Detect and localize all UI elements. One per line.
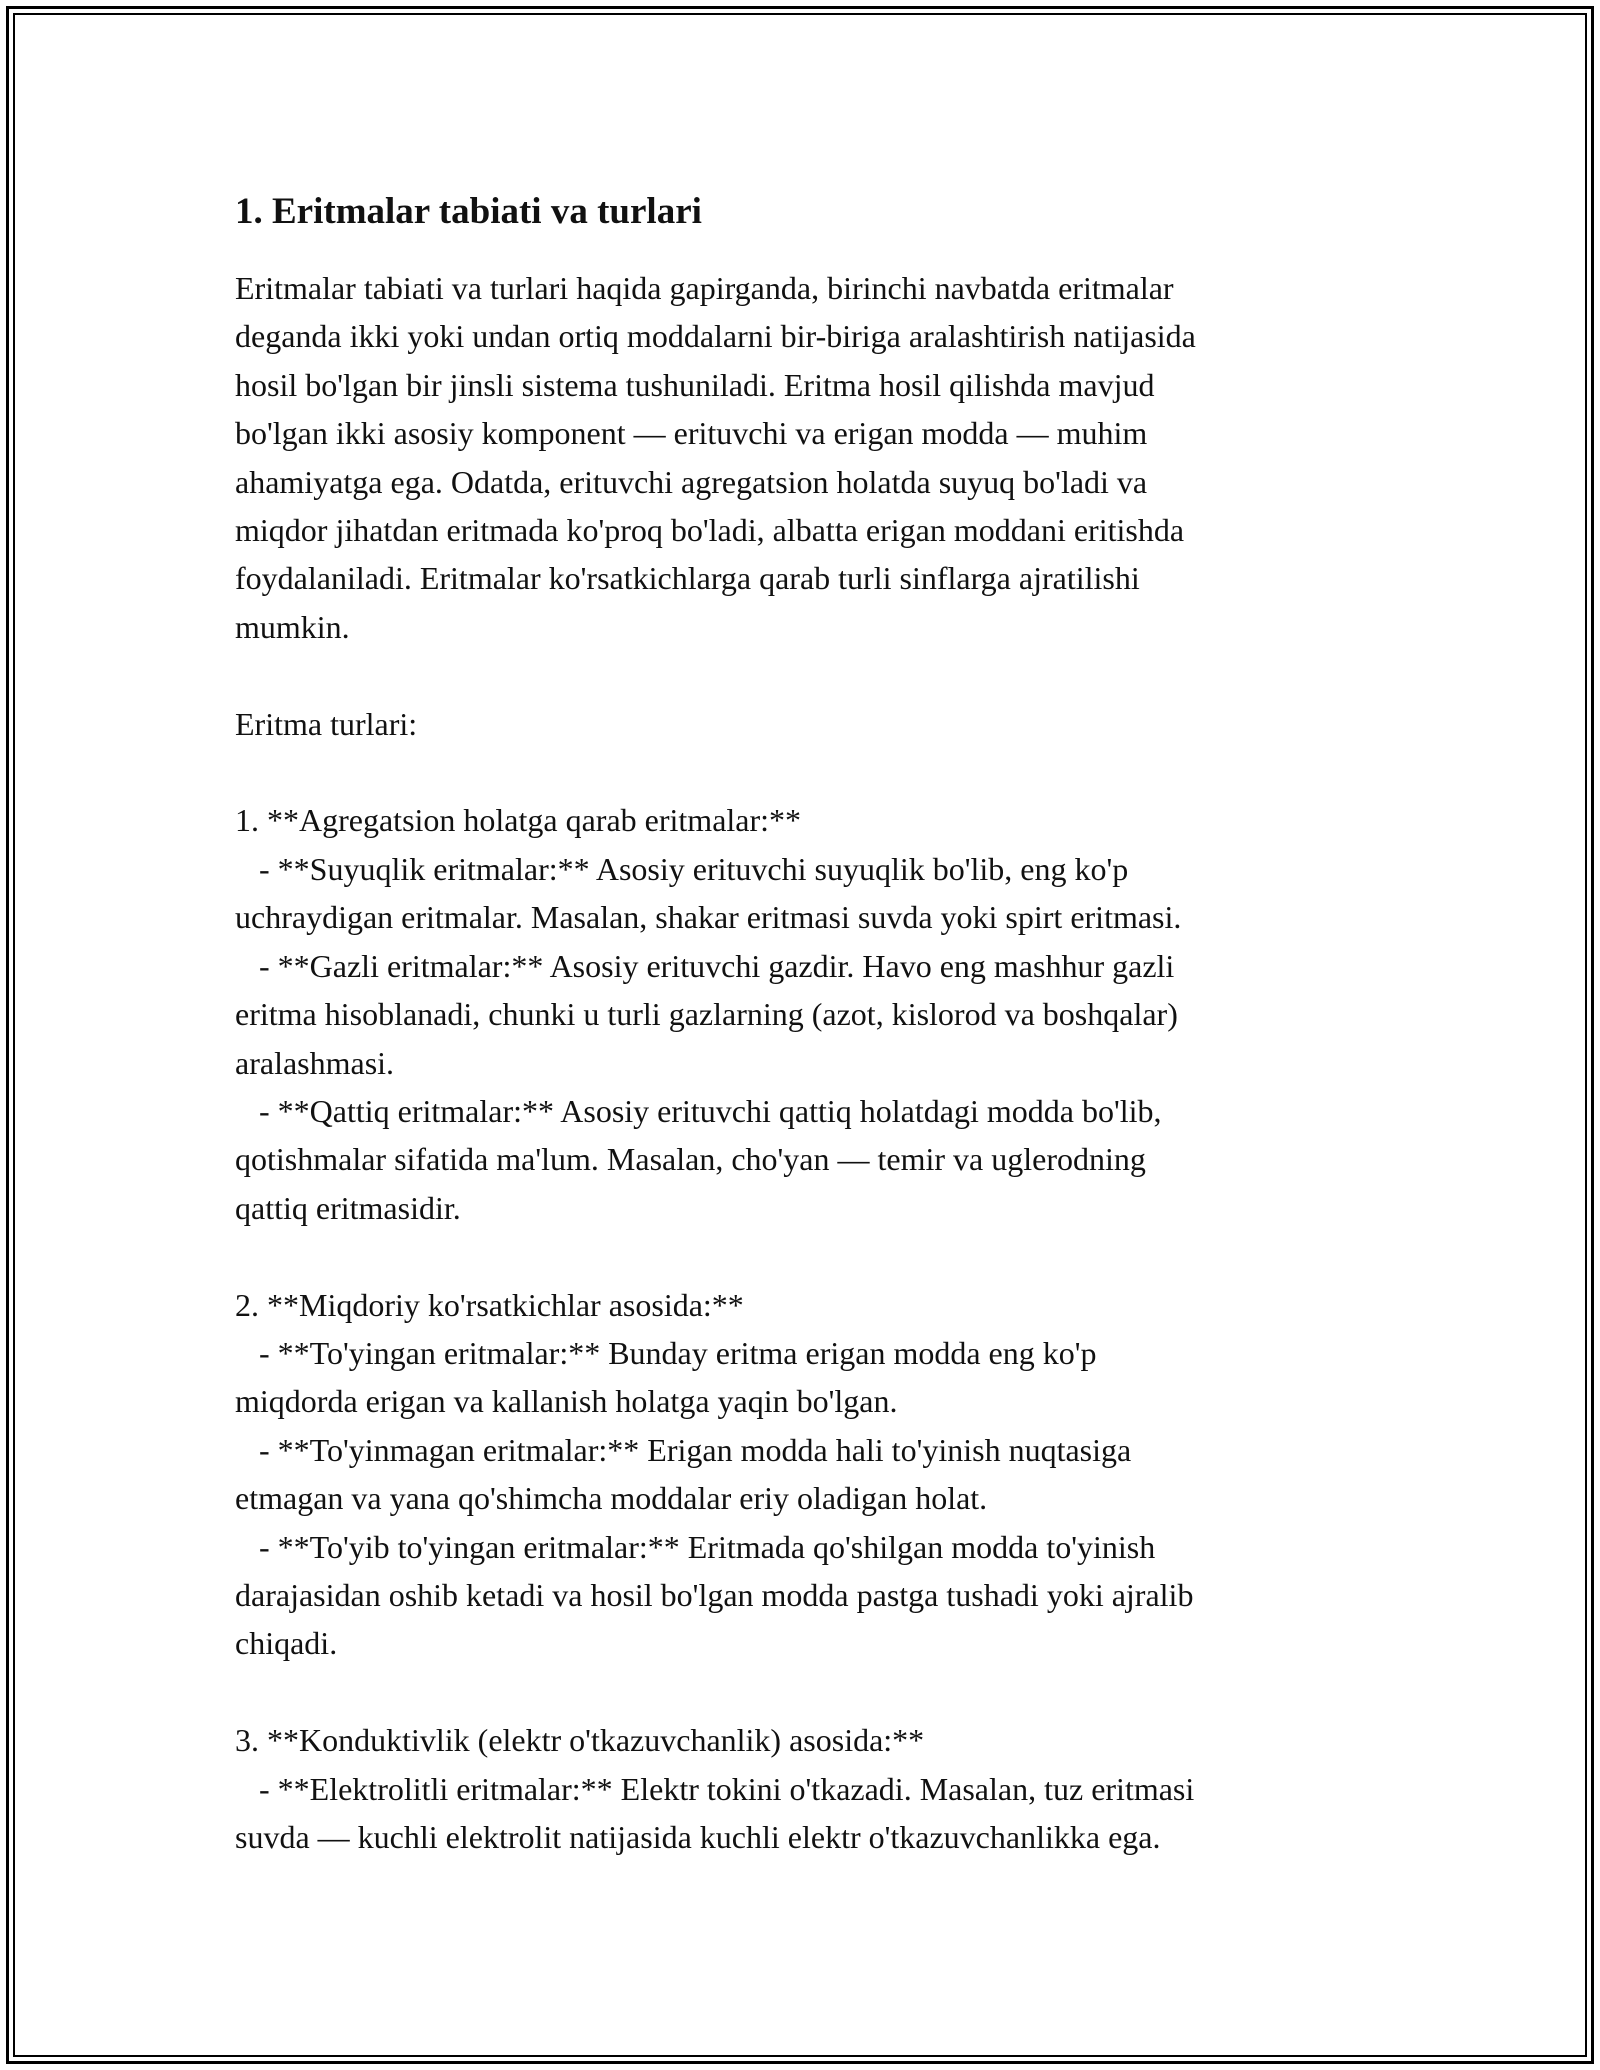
document-content — [235, 188, 1355, 1861]
section-heading: 1. Eritmalar tabiati va turlari — [235, 191, 702, 232]
section-body-text: Eritmalar tabiati va turlari haqida gapirganda, birinchi navbatda eritmalar deganda ikki yoki undan ortiq moddalarni bir-biriga aralashtirish natijasida hosil bo'lgan bir jinsli sistema tushuniladi. Eritma hosil qilishda mavjud bo'lgan ikki asosiy komponent — erituvchi va erigan modda — muhim ahamiyatga ega. Odatda, erituvchi agregatsion holatda suyuq bo'ladi va miqdor jihatdan eritmada ko'proq bo'ladi, albatta erigan moddani eritishda foydalaniladi. Eritmalar ko'rsatkichlarga qarab turli sinflarga ajratilishi mumkin. Eritma turlari: 1. **Agregatsion holatga qarab eritmalar:** - **Suyuqlik eritmalar:** Asosiy erituvchi suyuqlik bo'lib, eng ko'p uchraydigan eritmalar. Masalan, shakar eritmasi suvda yoki spirt eritmasi. - **Gazli eritmalar:** Asosiy erituvchi gazdir. Havo eng mashhur gazli eritma hisoblanadi, chunki u turli gazlarning (azot, kislorod va boshqalar) aralashmasi. - **Qattiq eritmalar:** Asosiy erituvchi qattiq holatdagi modda bo'lib, qotishmalar sifatida ma'lum. Masalan, cho'yan — temir va uglerodning qattiq eritmasidir. 2. **Miqdoriy ko'rsatkichlar asosida:** - **To'yingan eritmalar:** Bunday eritma erigan modda eng ko'p miqdorda erigan va kallanish holatga yaqin bo'lgan. - **To'yinmagan eritmalar:** Erigan modda hali to'yinish nuqtasiga etmagan va yana qo'shimcha moddalar eriy oladigan holat. - **To'yib to'yingan eritmalar:** Eritmada qo'shilgan modda to'yinish darajasidan oshib ketadi va hosil bo'lgan modda pastga tushadi yoki ajralib chiqadi. 3. **Konduktivlik (elektr o'tkazuvchanlik) asosida:** - **Elektrolitli eritmalar:** Elektr tokini o'tkazadi. Masalan, tuz eritmasi suvda — kuchli elektrolit natijasida kuchli elektr o'tkazuvchanlikka ega. — [235, 270, 1196, 1855]
